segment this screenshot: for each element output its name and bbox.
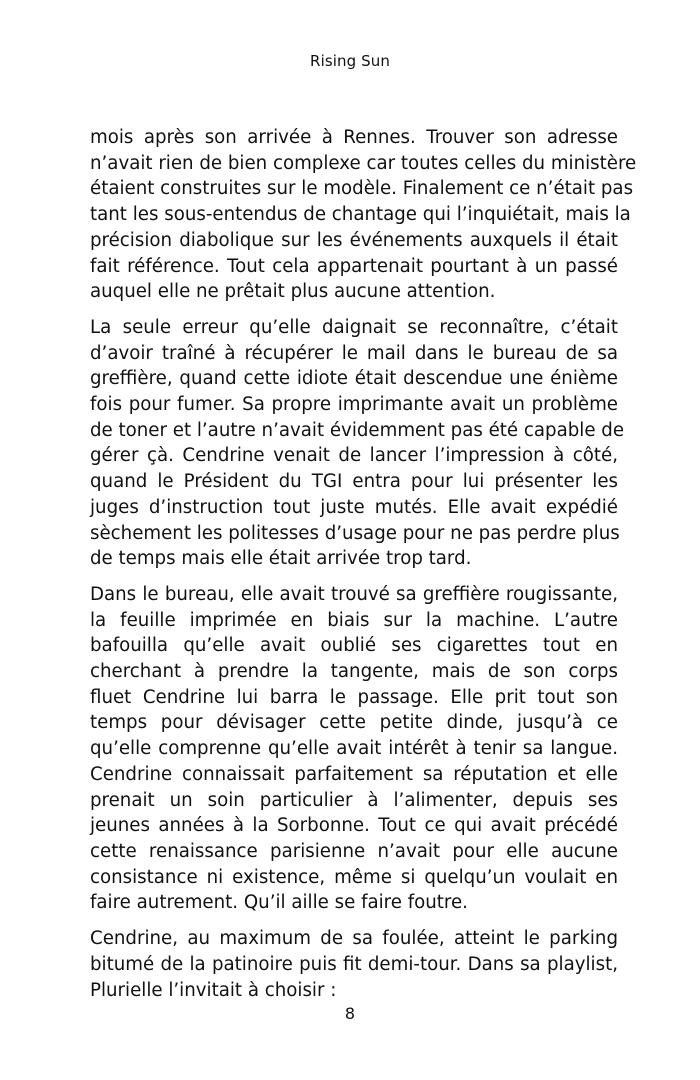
text-line: auquel elle ne prêtait plus aucune attention. xyxy=(90,281,496,303)
paragraph-4 xyxy=(90,926,618,1003)
running-header: Rising Sun xyxy=(310,52,390,70)
text-line: quand le Président du TGI entra pour lui présenter les xyxy=(90,471,618,493)
body-text xyxy=(90,125,637,1013)
text-line: jeunes années à la Sorbonne. Tout ce qui avait précédé xyxy=(90,815,618,837)
text-line: précision diabolique sur les événements auxquels il était xyxy=(90,229,618,251)
text-line: mois après son arrivée à Rennes. Trouver son adresse xyxy=(90,127,618,148)
text-line: tant les sous-entendus de chantage qui l’inquiétait, mais la xyxy=(90,204,631,226)
text-line: gérer çà. Cendrine venait de lancer l’impression à côté, xyxy=(90,445,618,467)
text-line: d’avoir traîné à récupérer le mail dans le bureau de sa xyxy=(90,342,618,364)
text-line: de temps mais elle était arrivée trop tard. xyxy=(90,548,472,570)
text-line: Cendrine, au maximum de sa foulée, atteint le parking xyxy=(90,928,618,950)
text-line: sèchement les politesses d’usage pour ne pas perdre plus xyxy=(90,522,620,544)
text-line: La seule erreur qu’elle daignait se reconnaître, c’était xyxy=(90,316,618,338)
text-line: Plurielle l’invitait à choisir : xyxy=(90,979,337,1001)
text-line: faire autrement. Qu’il aille se faire foutre. xyxy=(90,892,468,914)
text-line: n’avait rien de bien complexe car toutes celles du ministère xyxy=(90,152,637,174)
text-line: greffière, quand cette idiote était descendue une énième xyxy=(90,368,618,390)
text-line: bafouilla qu’elle avait oublié ses cigarettes tout en xyxy=(90,635,618,657)
text-line: consistance ni existence, même si quelqu’un voulait en xyxy=(90,866,618,888)
text-line: bitumé de la patinoire puis fit demi-tour. Dans sa playlist, xyxy=(90,953,618,975)
page-number: 8 xyxy=(344,1004,356,1023)
text-line: fluet Cendrine lui barra le passage. Elle prit tout son xyxy=(90,686,618,708)
text-line: qu’elle comprenne qu’elle avait intérêt à tenir sa langue. xyxy=(90,738,618,760)
text-line: fait référence. Tout cela appartenait pourtant à un passé xyxy=(90,255,618,277)
text-line: cherchant à prendre la tangente, mais de son corps xyxy=(90,661,618,683)
text-line: de toner et l’autre n’avait évidemment pas été capable de xyxy=(90,419,625,441)
text-line: prenait un soin particulier à l’alimenter, depuis ses xyxy=(90,789,618,811)
paragraph-3 xyxy=(90,582,618,916)
paragraph-1 xyxy=(90,125,637,305)
text-line: cette renaissance parisienne n’avait pour elle aucune xyxy=(90,840,618,862)
text-line: Cendrine connaissait parfaitement sa réputation et elle xyxy=(90,763,618,785)
text-line: la feuille imprimée en biais sur la machine. L’autre xyxy=(90,609,618,631)
text-line: fois pour fumer. Sa propre imprimante avait un problème xyxy=(90,394,618,416)
text-line: juges d’instruction tout juste mutés. Elle avait expédié xyxy=(90,496,618,518)
text-line: étaient construites sur le modèle. Finalement ce n’était pas xyxy=(90,178,634,200)
paragraph-2 xyxy=(90,315,625,572)
text-line: Dans le bureau, elle avait trouvé sa greffière rougissante, xyxy=(90,583,618,605)
text-line: temps pour dévisager cette petite dinde, jusqu’à ce xyxy=(90,712,618,734)
